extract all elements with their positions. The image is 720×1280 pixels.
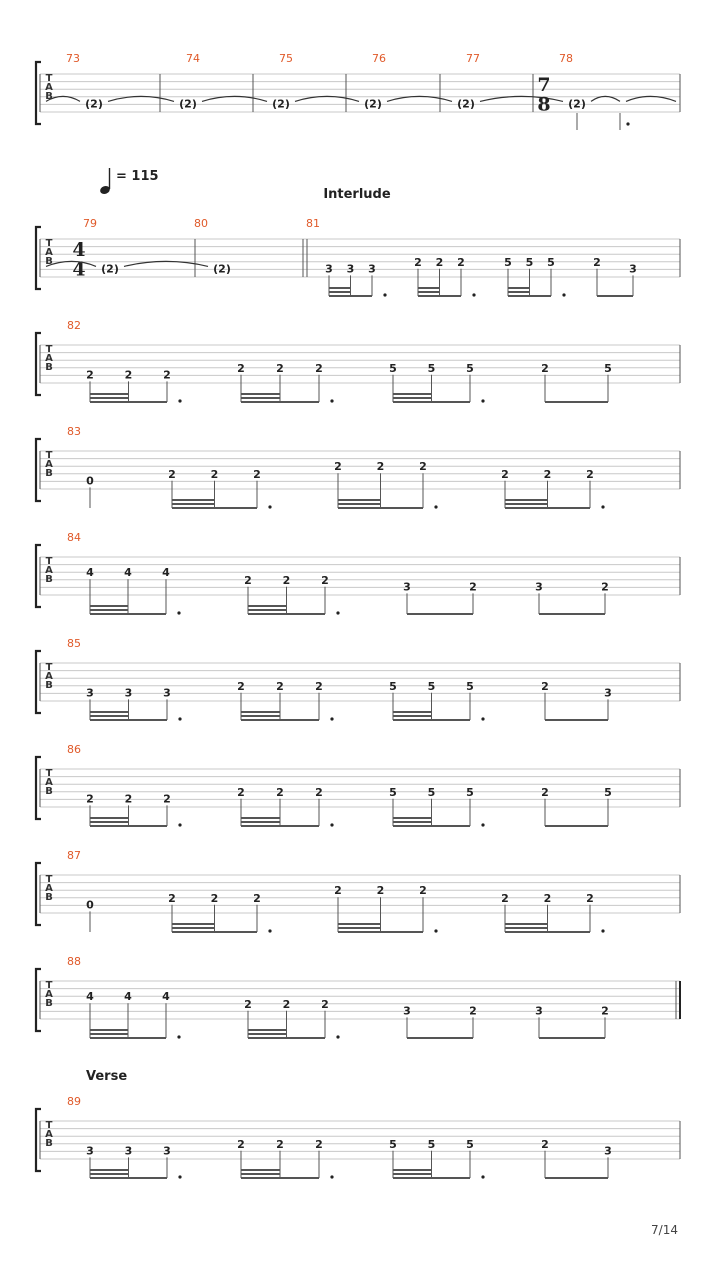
dot-rest — [177, 1035, 180, 1038]
fret-number: 2 — [315, 679, 323, 693]
measure-number: 75 — [279, 52, 293, 65]
fret-number: 2 — [541, 361, 549, 375]
fret-number: 3 — [403, 1004, 411, 1018]
fret-number: 2 — [282, 573, 291, 587]
dot-rest — [434, 929, 437, 932]
fret-number: 5 — [427, 785, 436, 799]
fret-number: 2 — [210, 467, 219, 481]
fret-number-tied: (2) — [457, 97, 475, 111]
fret-number: 2 — [163, 792, 171, 806]
fret-number: 2 — [276, 361, 284, 375]
tab-clef-letter: B — [45, 256, 53, 267]
fret-number: 2 — [124, 792, 133, 806]
dot-rest — [178, 717, 181, 720]
fret-number: 3 — [604, 1144, 612, 1158]
dot-rest — [434, 505, 437, 508]
tab-clef-letter: T — [45, 344, 53, 355]
fret-number: 2 — [601, 580, 609, 594]
tab-clef-letter: B — [45, 680, 53, 691]
fret-number: 2 — [501, 891, 509, 905]
fret-number: 2 — [593, 255, 601, 269]
fret-number: 3 — [346, 262, 355, 276]
measure-number: 76 — [372, 52, 386, 65]
measure-number: 80 — [194, 217, 208, 230]
fret-number: 3 — [629, 262, 637, 276]
tab-clef-letter: B — [45, 1138, 53, 1149]
fret-number-tied: (2) — [85, 97, 103, 111]
fret-number: 2 — [244, 573, 252, 587]
measure-number: 81 — [306, 217, 320, 230]
fret-number: 5 — [389, 361, 397, 375]
fret-number: 2 — [276, 785, 284, 799]
fret-number: 3 — [86, 1144, 94, 1158]
dot-rest — [383, 293, 386, 296]
fret-number: 3 — [163, 686, 171, 700]
dot-rest — [177, 611, 180, 614]
dot-rest — [330, 1175, 333, 1178]
fret-number: 2 — [253, 467, 261, 481]
fret-number: 2 — [334, 460, 342, 474]
fret-number: 2 — [237, 785, 245, 799]
fret-number-open: 0 — [86, 474, 94, 488]
fret-number: 5 — [504, 255, 512, 269]
fret-number: 3 — [535, 580, 543, 594]
page-number: 7/14 — [651, 1223, 678, 1237]
measure-number: 89 — [67, 1095, 81, 1108]
fret-number: 5 — [389, 679, 397, 693]
dot-rest — [178, 1175, 181, 1178]
fret-number: 5 — [466, 785, 474, 799]
fret-number: 5 — [427, 1137, 436, 1151]
tab-clef-letter: A — [45, 82, 53, 93]
measure-number: 79 — [83, 217, 97, 230]
fret-number: 2 — [541, 785, 549, 799]
tempo-marking: = 115 — [116, 169, 159, 184]
tab-clef-letter: B — [45, 998, 53, 1009]
dot-rest — [481, 1175, 484, 1178]
tab-clef-letter: A — [45, 247, 53, 258]
fret-number: 2 — [543, 467, 552, 481]
fret-number: 4 — [86, 990, 94, 1004]
measure-number: 77 — [466, 52, 480, 65]
fret-number: 2 — [501, 467, 509, 481]
fret-number: 3 — [604, 686, 612, 700]
fret-number: 2 — [586, 891, 594, 905]
measure-number: 87 — [67, 849, 81, 862]
fret-number: 4 — [162, 990, 170, 1004]
fret-number: 3 — [325, 262, 333, 276]
tab-clef-letter: B — [45, 574, 53, 585]
fret-number: 2 — [276, 1137, 284, 1151]
measure-number: 83 — [67, 425, 81, 438]
fret-number: 2 — [419, 884, 427, 898]
tab-clef-letter: B — [45, 786, 53, 797]
tab-clef-letter: B — [45, 362, 53, 373]
measure-number: 88 — [67, 955, 81, 968]
fret-number: 2 — [282, 997, 291, 1011]
fret-number: 2 — [237, 679, 245, 693]
fret-number: 2 — [210, 891, 219, 905]
fret-number: 4 — [162, 566, 170, 580]
fret-number-tied: (2) — [568, 97, 586, 111]
fret-number: 5 — [604, 785, 612, 799]
dot-rest — [330, 717, 333, 720]
fret-number: 4 — [124, 566, 132, 580]
measure-number: 84 — [67, 531, 81, 544]
fret-number: 5 — [547, 255, 555, 269]
tab-clef-letter: B — [45, 468, 53, 479]
measure-number: 82 — [67, 319, 81, 332]
dot-rest — [562, 293, 565, 296]
dot-rest — [481, 399, 484, 402]
fret-number-tied: (2) — [272, 97, 290, 111]
dot-rest — [601, 929, 604, 932]
measure-number: 74 — [186, 52, 200, 65]
fret-number: 2 — [315, 361, 323, 375]
dot-rest — [336, 1035, 339, 1038]
dot-rest — [336, 611, 339, 614]
fret-number: 2 — [321, 573, 329, 587]
fret-number: 2 — [376, 884, 385, 898]
fret-number: 4 — [124, 990, 132, 1004]
time-signature-bottom: 4 — [72, 258, 86, 281]
fret-number: 2 — [237, 1137, 245, 1151]
fret-number: 2 — [321, 997, 329, 1011]
fret-number: 2 — [601, 1004, 609, 1018]
fret-number: 3 — [535, 1004, 543, 1018]
tab-clef-letter: B — [45, 91, 53, 102]
measure-number: 85 — [67, 637, 81, 650]
dot-rest — [268, 929, 271, 932]
fret-number: 5 — [466, 1137, 474, 1151]
fret-number: 2 — [86, 368, 94, 382]
fret-number: 5 — [389, 785, 397, 799]
tab-clef-letter: T — [45, 1120, 53, 1131]
fret-number: 2 — [244, 997, 252, 1011]
fret-number: 3 — [163, 1144, 171, 1158]
dot-rest — [481, 823, 484, 826]
tab-clef-letter: A — [45, 883, 53, 894]
fret-number: 3 — [86, 686, 94, 700]
fret-number: 5 — [427, 361, 436, 375]
dot-rest — [268, 505, 271, 508]
tab-clef-letter: A — [45, 777, 53, 788]
fret-number: 2 — [315, 785, 323, 799]
fret-number: 2 — [419, 460, 427, 474]
fret-number: 4 — [86, 566, 94, 580]
fret-number: 3 — [403, 580, 411, 594]
fret-number: 2 — [237, 361, 245, 375]
dot-rest — [472, 293, 475, 296]
tab-clef-letter: T — [45, 874, 53, 885]
fret-number-open: 0 — [86, 898, 94, 912]
tab-clef-letter: T — [45, 556, 53, 567]
fret-number: 2 — [163, 368, 171, 382]
tab-clef-letter: T — [45, 450, 53, 461]
fret-number: 2 — [469, 580, 477, 594]
fret-number-tied: (2) — [213, 262, 231, 276]
fret-number: 3 — [368, 262, 376, 276]
fret-number: 2 — [435, 255, 444, 269]
fret-number: 2 — [168, 467, 176, 481]
fret-number: 2 — [469, 1004, 477, 1018]
fret-number: 2 — [414, 255, 422, 269]
fret-number: 3 — [124, 686, 133, 700]
dot-rest — [178, 823, 181, 826]
dot-rest — [626, 122, 629, 125]
dot-rest — [481, 717, 484, 720]
tab-clef-letter: A — [45, 459, 53, 470]
fret-number: 2 — [168, 891, 176, 905]
fret-number: 2 — [541, 679, 549, 693]
fret-number: 2 — [543, 891, 552, 905]
fret-number: 5 — [525, 255, 534, 269]
tab-clef-letter: T — [45, 238, 53, 249]
tab-clef-letter: A — [45, 1129, 53, 1140]
tab-clef-letter: T — [45, 662, 53, 673]
tab-clef-letter: T — [45, 768, 53, 779]
fret-number: 2 — [253, 891, 261, 905]
time-signature-top: 7 — [537, 74, 551, 97]
section-label-verse: Verse — [86, 1069, 128, 1084]
dot-rest — [601, 505, 604, 508]
fret-number: 5 — [466, 361, 474, 375]
fret-number: 5 — [466, 679, 474, 693]
fret-number: 2 — [376, 460, 385, 474]
measure-number: 86 — [67, 743, 81, 756]
fret-number: 5 — [389, 1137, 397, 1151]
time-signature-top: 4 — [72, 239, 86, 262]
tab-clef-letter: T — [45, 73, 53, 84]
fret-number: 2 — [586, 467, 594, 481]
fret-number: 2 — [124, 368, 133, 382]
tab-clef-letter: T — [45, 980, 53, 991]
fret-number: 2 — [541, 1137, 549, 1151]
dot-rest — [178, 399, 181, 402]
time-signature-bottom: 8 — [537, 93, 551, 116]
tab-clef-letter: A — [45, 671, 53, 682]
fret-number-tied: (2) — [364, 97, 382, 111]
tab-clef-letter: A — [45, 989, 53, 1000]
fret-number: 2 — [315, 1137, 323, 1151]
dot-rest — [330, 823, 333, 826]
fret-number-tied: (2) — [101, 262, 119, 276]
measure-number: 78 — [559, 52, 573, 65]
fret-number: 5 — [427, 679, 436, 693]
tab-clef-letter: A — [45, 565, 53, 576]
tab-clef-letter: B — [45, 892, 53, 903]
section-label-interlude: Interlude — [323, 187, 391, 202]
fret-number: 5 — [604, 361, 612, 375]
dot-rest — [330, 399, 333, 402]
fret-number-tied: (2) — [179, 97, 197, 111]
fret-number: 2 — [276, 679, 284, 693]
fret-number: 2 — [334, 884, 342, 898]
fret-number: 2 — [457, 255, 465, 269]
measure-number: 73 — [66, 52, 80, 65]
fret-number: 3 — [124, 1144, 133, 1158]
fret-number: 2 — [86, 792, 94, 806]
tab-clef-letter: A — [45, 353, 53, 364]
